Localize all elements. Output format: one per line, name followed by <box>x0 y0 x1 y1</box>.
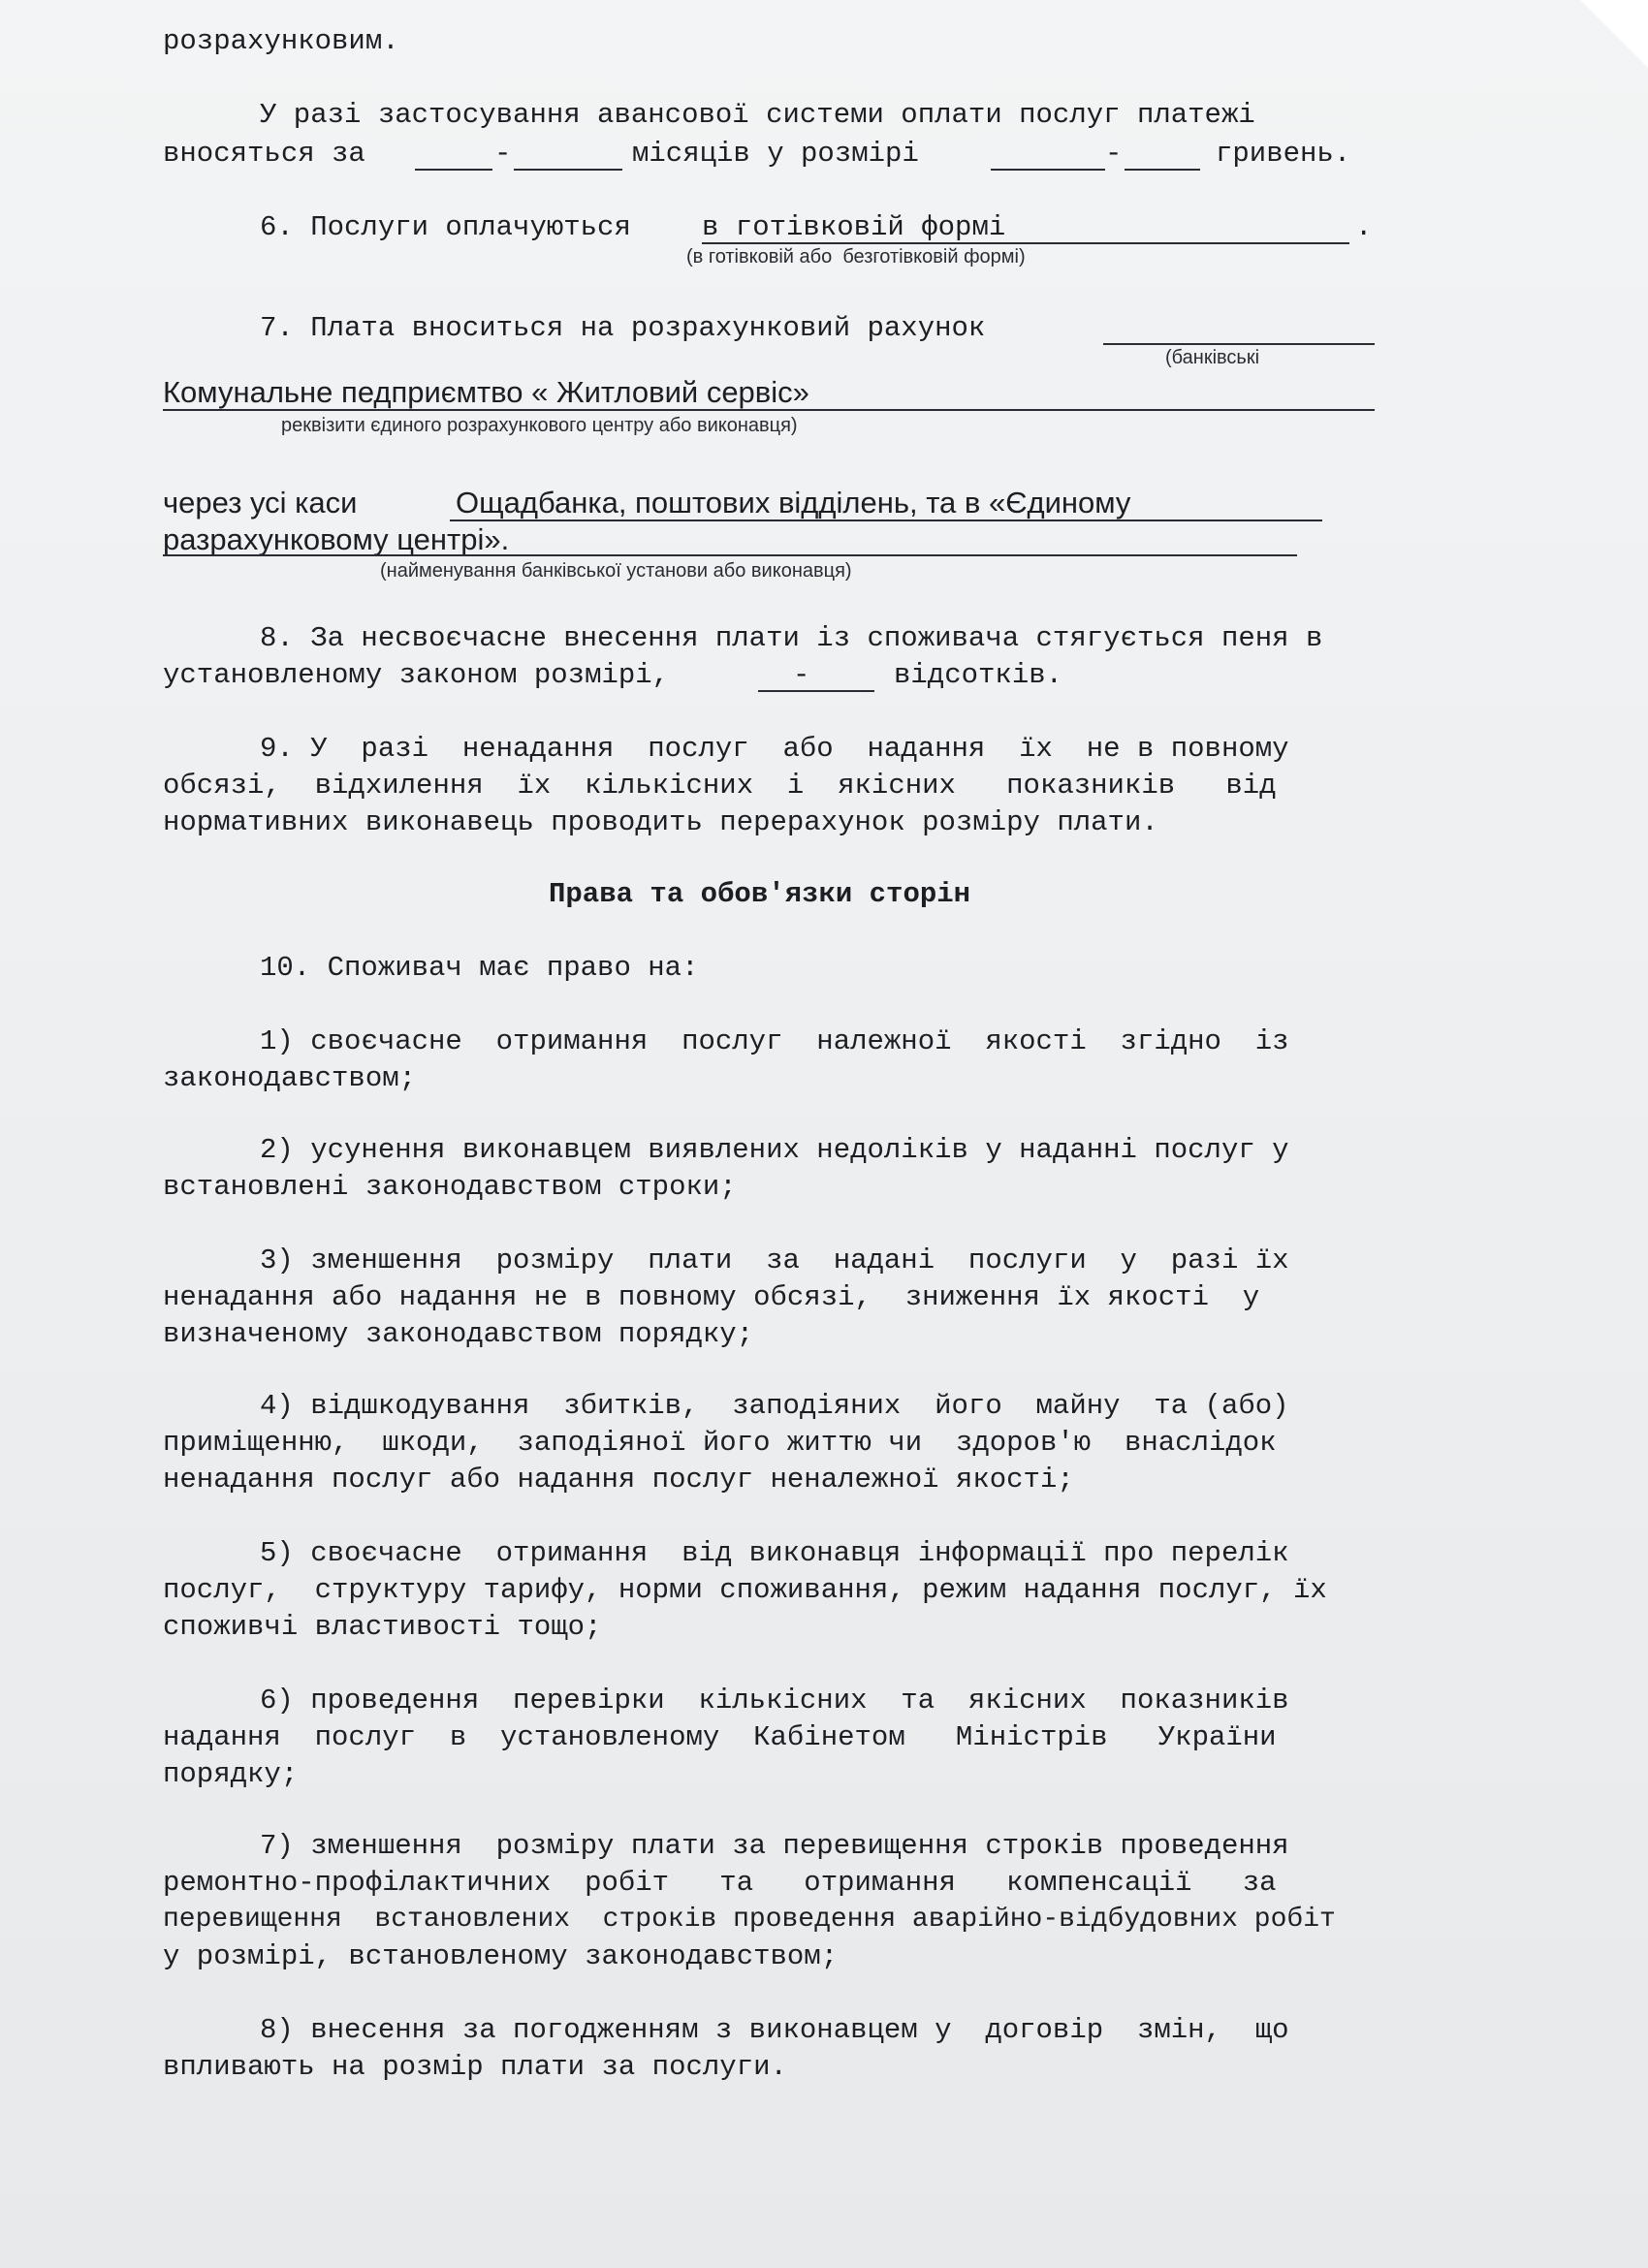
penalty-underline <box>758 690 874 692</box>
right-4-line-3: ненадання послуг або надання послуг неналежної якості; <box>163 1464 1074 1496</box>
right-5-line-1: 5) своєчасне отримання від виконавця інформації про перелік <box>260 1537 1289 1569</box>
bank-value-2: разрахунковому центрі». <box>163 522 510 556</box>
blank-amount-to <box>1125 169 1200 171</box>
payee-name: Комунальне педприємтво « Житловий сервіс» <box>163 375 809 409</box>
item-8-line-2b: відсотків. <box>894 659 1063 691</box>
advance-text-b: місяців у розмірі <box>632 138 919 170</box>
section-title: Права та обов'язки сторін <box>549 878 971 910</box>
right-8-line-1: 8) внесення за погодженням з виконавцем у договір змін, що <box>260 2014 1289 2046</box>
right-2-line-1: 2) усунення виконавцем виявлених недоліків у наданні послуг у <box>260 1134 1289 1166</box>
bank-caption: (найменування банківської установи або виконавця) <box>380 560 852 582</box>
payee-underline <box>163 409 1375 411</box>
blank-months-from <box>415 169 492 171</box>
bank-value-1: Ощадбанка, поштових віддiлень, та в «Єдиному <box>456 486 1131 520</box>
dash: - <box>494 138 512 170</box>
account-underline <box>1103 343 1375 345</box>
right-7-line-4: у розмірі, встановленому законодавством; <box>163 1940 839 1972</box>
item-7-text: 7. Плата вноситься на розрахунковий рахунок <box>260 312 986 344</box>
right-4-line-1: 4) відшкодування збитків, заподіяних його майну та (або) <box>260 1390 1289 1422</box>
payment-form-value: в готівковій формі <box>702 211 1006 243</box>
right-1-line-1: 1) своєчасне отримання послуг належної якості згідно із <box>260 1025 1289 1057</box>
right-3-line-1: 3) зменшення розміру плати за надані послуги у разі їх <box>260 1244 1289 1276</box>
penalty-value: - <box>793 659 810 691</box>
right-5-line-2: послуг, структуру тарифу, норми споживання, режим надання послуг, їх <box>163 1574 1327 1606</box>
item-9-line-1: 9. У разі ненадання послуг або надання їх не в повному <box>260 733 1289 765</box>
right-6-line-2: надання послуг в установленому Кабінетом Міністрів України <box>163 1721 1277 1753</box>
through-text: через усі каси <box>163 486 358 520</box>
right-5-line-3: споживчі властивості тощо; <box>163 1611 602 1643</box>
payment-form-caption: (в готівковій або безготівковій формі) <box>686 246 1026 268</box>
blank-amount-from <box>991 169 1105 171</box>
advance-payment-line: У разі застосування авансової системи оплати послуг платежі <box>260 99 1255 131</box>
right-7-line-2: ремонтно-профілактичних робіт та отримання компенсації за <box>163 1867 1277 1899</box>
right-6-line-1: 6) проведення перевірки кількісних та якісних показників <box>260 1685 1289 1717</box>
payment-form-underline <box>702 242 1349 244</box>
item-8-line-2a: установленому законом розмірі, <box>163 659 670 691</box>
item-8-line-1: 8. За несвоєчасне внесення плати із споживача стягується пеня в <box>260 622 1323 654</box>
right-2-line-2: встановлені законодавством строки; <box>163 1171 737 1203</box>
bank-details-caption: (банківські <box>1165 347 1260 368</box>
item-6-text: 6. Послуги оплачуються <box>260 211 631 243</box>
payee-caption: реквізити єдиного розрахункового центру або виконавця) <box>281 415 798 436</box>
right-6-line-3: порядку; <box>163 1758 299 1790</box>
right-1-line-2: законодавством; <box>163 1062 417 1094</box>
right-4-line-2: приміщенню, шкоди, заподіяної його життю чи здоров'ю внаслідок <box>163 1427 1277 1459</box>
right-3-line-3: визначеному законодавством порядку; <box>163 1318 754 1350</box>
folded-corner <box>1580 0 1648 68</box>
advance-text-a: вносяться за <box>163 138 365 170</box>
item-10-intro: 10. Споживач має право на: <box>260 952 699 984</box>
blank-months-to <box>514 169 622 171</box>
right-8-line-2: впливають на розмір плати за послуги. <box>163 2051 787 2083</box>
period: . <box>1355 211 1373 243</box>
item-9-line-2: обсязі, відхилення їх кількісних і якісних показників від <box>163 770 1277 802</box>
item-9-line-3: нормативних виконавець проводить перерахунок розміру плати. <box>163 806 1158 838</box>
dash: - <box>1105 138 1123 170</box>
bank-underline-1 <box>450 520 1322 521</box>
right-3-line-2: ненадання або надання не в повному обсязі, зниження їх якості у <box>163 1281 1260 1313</box>
bank-underline-2 <box>163 554 1297 556</box>
right-7-line-1: 7) зменшення розміру плати за перевищення строків проведення <box>260 1830 1289 1862</box>
right-7-line-3: перевищення встановлених строків проведення аварійно-відбудовних робіт <box>163 1905 1336 1935</box>
advance-text-c: гривень. <box>1216 138 1351 170</box>
previous-page-text-end: розрахунковим. <box>163 25 399 57</box>
